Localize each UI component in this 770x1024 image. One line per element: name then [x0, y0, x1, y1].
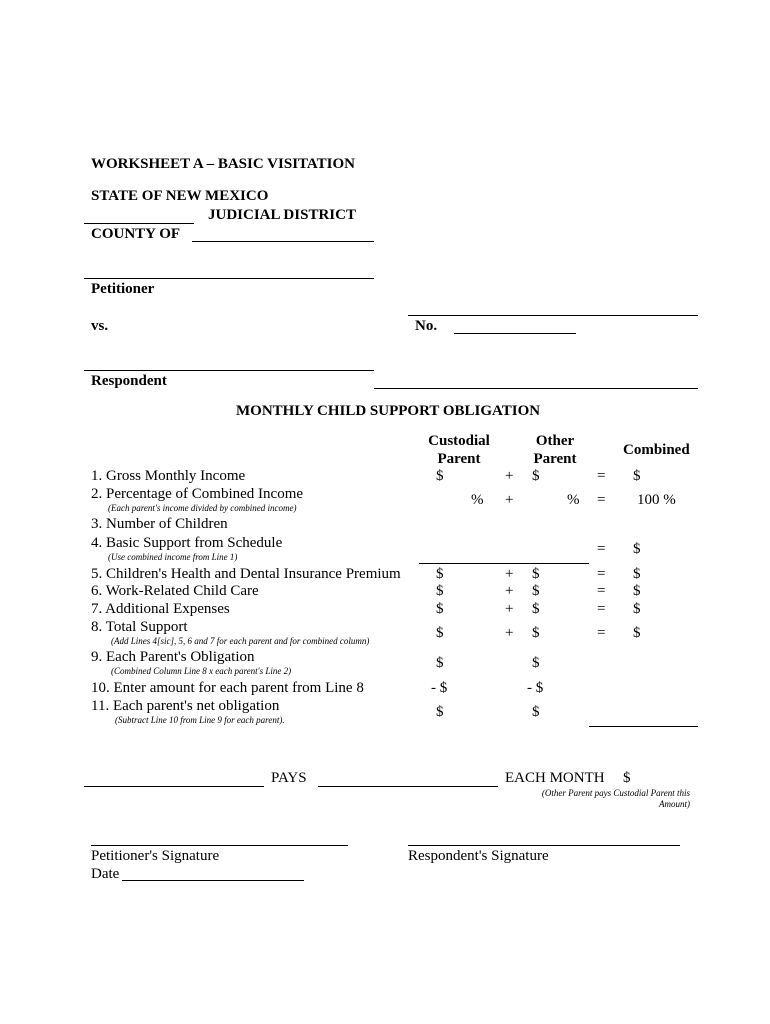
line-4-parents-field[interactable]	[419, 563, 589, 564]
line-9-custodial[interactable]: $	[436, 655, 444, 671]
line-5-label: 5. Children's Health and Dental Insurance Premium	[91, 566, 401, 582]
line-8-other[interactable]: $	[532, 625, 540, 641]
line-10-label: 10. Enter amount for each parent from Line 8	[91, 680, 364, 696]
respondent-signature-field[interactable]	[408, 845, 680, 846]
line-11-custodial[interactable]: $	[436, 704, 444, 720]
date-field[interactable]	[122, 880, 304, 881]
line-2-equals: =	[597, 492, 606, 508]
line-1-other[interactable]: $	[532, 468, 540, 484]
line-1-plus: +	[505, 468, 514, 484]
judicial-district-label: JUDICIAL DISTRICT	[208, 207, 356, 223]
line-8-label: 8. Total Support	[91, 619, 188, 635]
line-6-other[interactable]: $	[532, 583, 540, 599]
line-9-other[interactable]: $	[532, 655, 540, 671]
payee-field[interactable]	[318, 786, 498, 787]
payment-note-1: (Other Parent pays Custodial Parent this	[541, 788, 690, 798]
case-number-field[interactable]	[454, 333, 576, 334]
payer-field[interactable]	[84, 786, 264, 787]
other-header-2: Parent	[533, 451, 577, 467]
respondent-right-field[interactable]	[374, 388, 698, 389]
county-field[interactable]	[192, 241, 374, 242]
petitioner-label: Petitioner	[91, 281, 155, 297]
line-8-equals: =	[597, 625, 606, 641]
custodial-header-1: Custodial	[428, 433, 490, 449]
line-8-custodial[interactable]: $	[436, 625, 444, 641]
line-7-equals: =	[597, 601, 606, 617]
petitioner-signature-field[interactable]	[91, 845, 348, 846]
line-2-custodial[interactable]: %	[471, 492, 484, 508]
respondent-label: Respondent	[91, 373, 167, 389]
each-month-label: EACH MONTH	[505, 770, 605, 786]
line-10-other[interactable]: - $	[527, 680, 544, 696]
line-4-equals: =	[597, 541, 606, 557]
line-7-label: 7. Additional Expenses	[91, 601, 230, 617]
line-5-equals: =	[597, 566, 606, 582]
worksheet-title: WORKSHEET A – BASIC VISITATION	[91, 156, 355, 172]
line-7-plus: +	[505, 601, 514, 617]
line-7-other[interactable]: $	[532, 601, 540, 617]
line-7-custodial[interactable]: $	[436, 601, 444, 617]
line-2-other[interactable]: %	[567, 492, 580, 508]
line-3-label: 3. Number of Children	[91, 516, 228, 532]
pays-label: PAYS	[271, 770, 307, 786]
line-9-label: 9. Each Parent's Obligation	[91, 649, 255, 665]
line-4-note: (Use combined income from Line 1)	[108, 552, 238, 562]
combined-header: Combined	[623, 442, 690, 458]
line-8-plus: +	[505, 625, 514, 641]
state-label: STATE OF NEW MEXICO	[91, 188, 269, 204]
other-header-1: Other	[535, 433, 575, 449]
line-4-label: 4. Basic Support from Schedule	[91, 535, 283, 551]
judicial-district-field[interactable]	[84, 223, 194, 224]
line-6-equals: =	[597, 583, 606, 599]
case-number-label: No.	[415, 318, 438, 334]
line-2-plus: +	[505, 492, 514, 508]
line-11-other[interactable]: $	[532, 704, 540, 720]
line-8-combined[interactable]: $	[633, 625, 641, 641]
line-4-combined[interactable]: $	[633, 541, 641, 557]
respondent-signature-label: Respondent's Signature	[408, 848, 549, 864]
date-label: Date	[91, 866, 120, 882]
line-1-combined[interactable]: $	[633, 468, 641, 484]
county-label: COUNTY OF	[91, 226, 181, 242]
case-line-field[interactable]	[408, 315, 698, 316]
line-5-custodial[interactable]: $	[436, 566, 444, 582]
payment-note-2: Amount)	[659, 799, 690, 809]
petitioner-signature-label: Petitioner's Signature	[91, 848, 220, 864]
line-2-note: (Each parent's income divided by combined income)	[108, 503, 297, 513]
line-1-custodial[interactable]: $	[436, 468, 444, 484]
custodial-header-2: Parent	[437, 451, 481, 467]
line-11-combined-field[interactable]	[589, 726, 698, 727]
line-11-label: 11. Each parent's net obligation	[91, 698, 280, 714]
vs-label: vs.	[91, 318, 109, 334]
line-5-combined[interactable]: $	[633, 566, 641, 582]
line-2-combined: 100 %	[637, 492, 676, 508]
line-1-equals: =	[597, 468, 606, 484]
line-6-combined[interactable]: $	[633, 583, 641, 599]
payment-amount[interactable]: $	[623, 770, 631, 786]
section-title: MONTHLY CHILD SUPPORT OBLIGATION	[236, 403, 541, 419]
line-2-label: 2. Percentage of Combined Income	[91, 486, 304, 502]
line-8-note: (Add Lines 4[sic], 5, 6 and 7 for each parent and for combined column)	[111, 636, 370, 646]
line-11-note: (Subtract Line 10 from Line 9 for each parent).	[115, 715, 285, 725]
line-6-plus: +	[505, 583, 514, 599]
petitioner-name-field[interactable]	[84, 278, 374, 279]
line-1-label: 1. Gross Monthly Income	[91, 468, 246, 484]
respondent-name-field[interactable]	[84, 370, 374, 371]
line-10-custodial[interactable]: - $	[431, 680, 448, 696]
line-5-plus: +	[505, 566, 514, 582]
line-6-label: 6. Work-Related Child Care	[91, 583, 259, 599]
line-7-combined[interactable]: $	[633, 601, 641, 617]
line-5-other[interactable]: $	[532, 566, 540, 582]
line-6-custodial[interactable]: $	[436, 583, 444, 599]
line-9-note: (Combined Column Line 8 x each parent's Line 2)	[111, 666, 292, 676]
